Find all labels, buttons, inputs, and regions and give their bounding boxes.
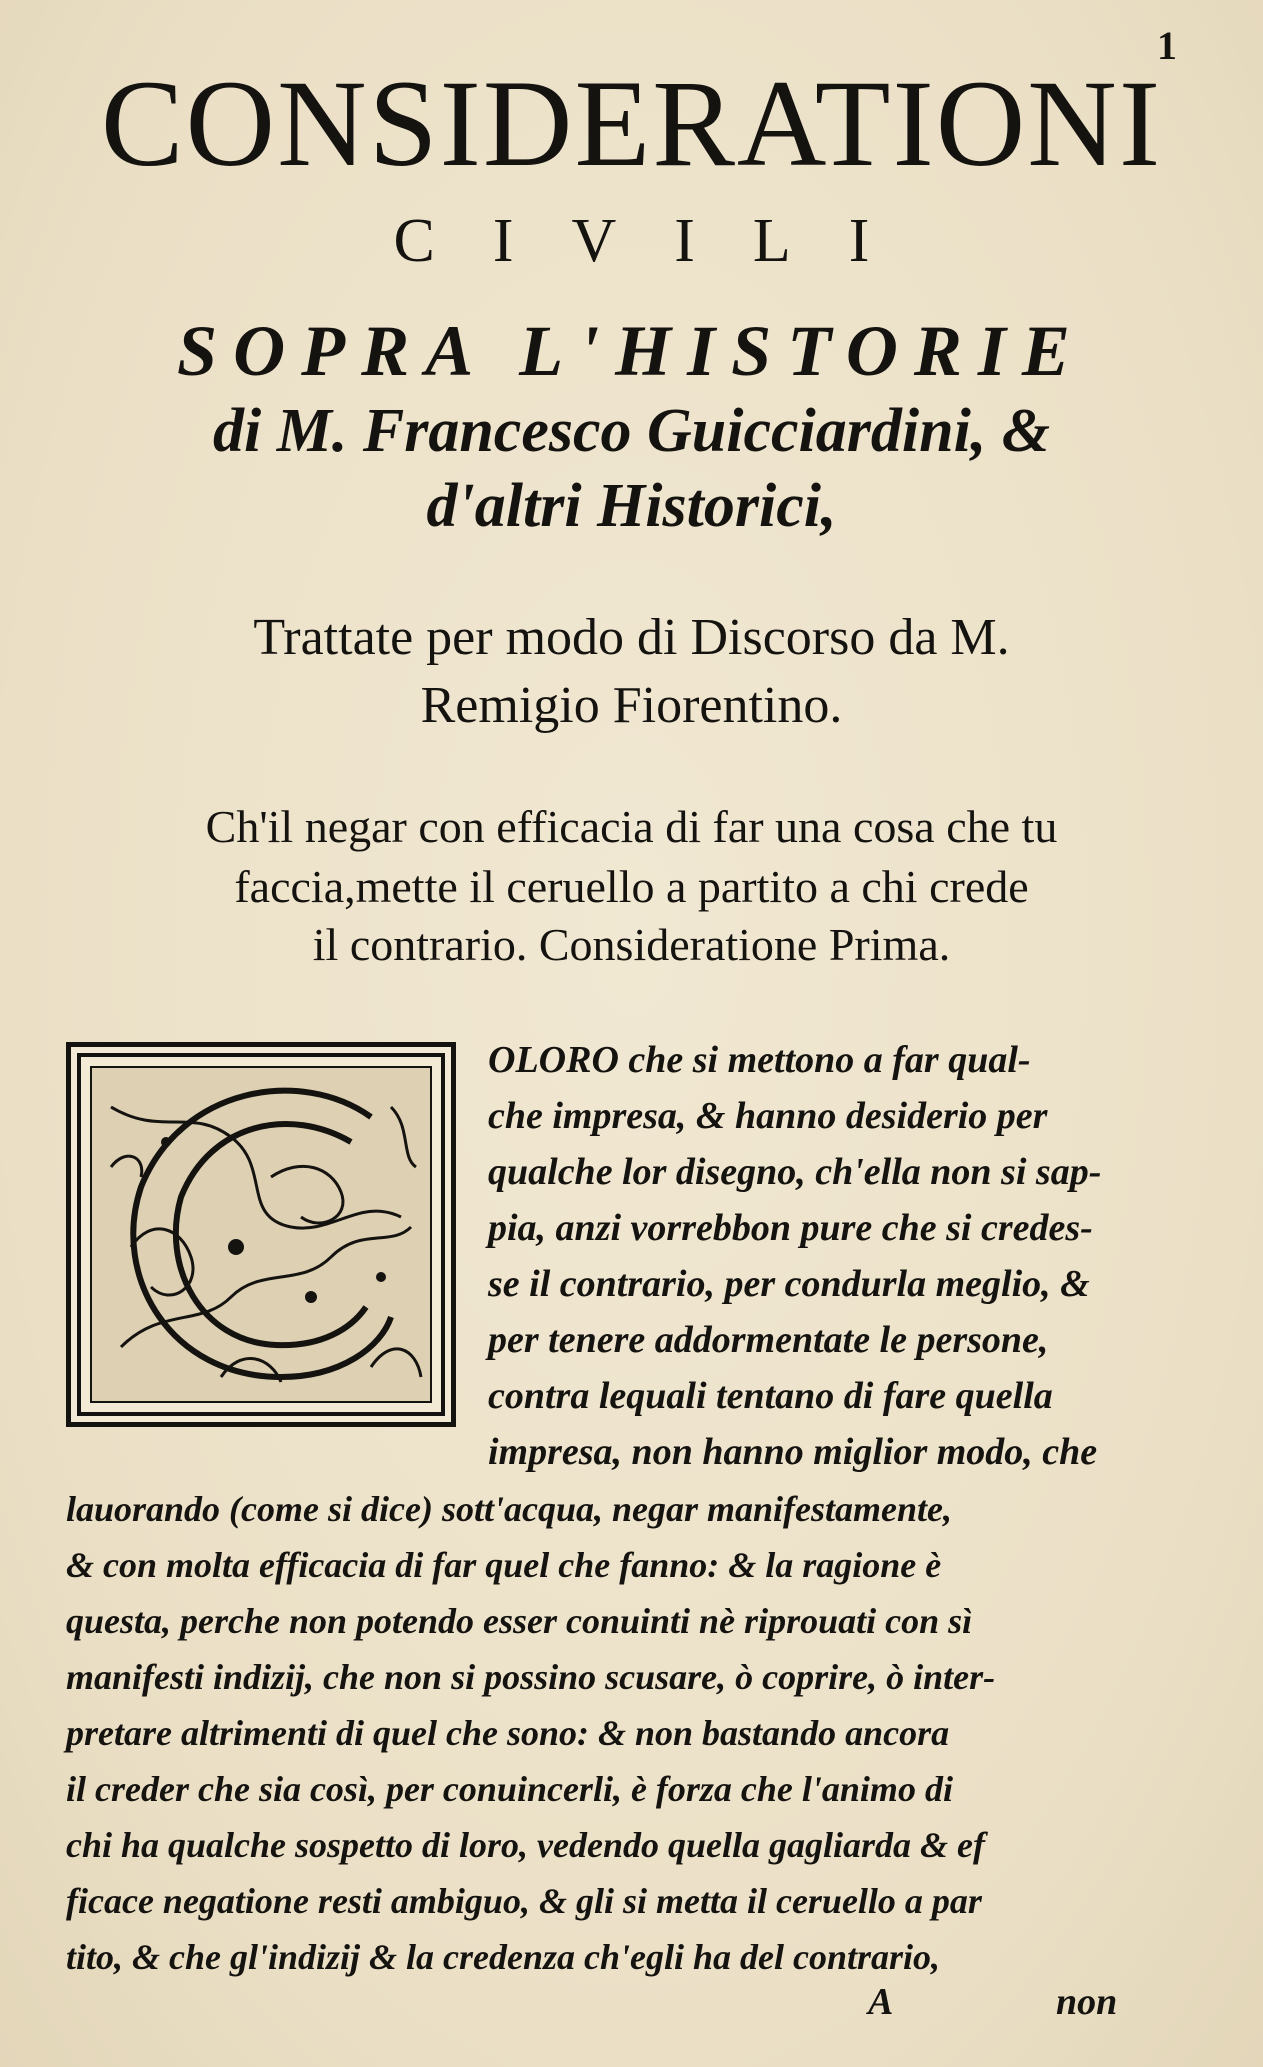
body-line-16: ficace negatione resti ambiguo, & gli si metta il ceruello a par <box>66 1881 982 1921</box>
body-line-8: impresa, non hanno miglior modo, che <box>488 1431 1098 1473</box>
body-line-7: contra lequali tentano di fare quella <box>488 1375 1053 1417</box>
title-line-2: CIVILI <box>393 207 928 275</box>
body-line-2: che impresa, & hanno desiderio per <box>488 1095 1048 1137</box>
body-line-13: pretare altrimenti di quel che sono: & non bastando ancora <box>66 1713 950 1753</box>
subtitle-line-1: Trattate per modo di Discorso da M. <box>253 609 1010 666</box>
body-line-17: tito, & che gl'indizij & la credenza ch'egli ha del contrario, <box>66 1937 941 1977</box>
chapter-heading-line-1: Ch'il negar con efficacia di far una cosa che tu <box>205 801 1058 852</box>
title-line-4: di M. Francesco Guicciardini, & <box>212 397 1051 465</box>
body-line-15: chi ha qualche sospetto di loro, vedendo quella gagliarda & ef <box>66 1825 985 1865</box>
title-line-1: CONSIDERATIONI <box>100 55 1163 192</box>
body-line-4: pia, anzi vorrebbon pure che si credes- <box>488 1207 1093 1249</box>
body-line-12: manifesti indizij, che non si possino scusare, ò coprire, ò inter- <box>66 1657 996 1697</box>
body-line-5: se il contrario, per condurla meglio, & <box>488 1263 1090 1305</box>
chapter-heading-line-3: il contrario. Consideratione Prima. <box>312 919 951 970</box>
catchword: non <box>1056 1981 1118 2023</box>
body-line-11: questa, perche non potendo esser conuinti nè riprouati con sì <box>66 1601 973 1641</box>
title-line-3: SOPRA L'HISTORIE <box>177 311 1086 391</box>
signature-mark: A <box>868 1981 894 2023</box>
decorated-initial-c-icon <box>66 1042 456 1427</box>
title-line-5: d'altri Historici, <box>426 472 837 540</box>
body-line-1: OLORO che si mettono a far qual- <box>488 1039 1031 1081</box>
subtitle-line-2: Remigio Fiorentino. <box>420 677 843 734</box>
body-line-3: qualche lor disegno, ch'ella non si sap- <box>488 1151 1102 1193</box>
body-line-10: & con molta efficacia di far quel che fanno: & la ragione è <box>66 1545 942 1585</box>
body-line-6: per tenere addormentate le persone, <box>488 1319 1049 1361</box>
chapter-heading-line-2: faccia,mette il ceruello a partito a chi crede <box>234 861 1029 912</box>
body-line-9: lauorando (come si dice) sott'acqua, negar manifestamente, <box>66 1489 952 1529</box>
body-line-14: il creder che sia così, per conuincerli, è forza che l'animo di <box>66 1769 953 1809</box>
page-number: 1 <box>1157 23 1177 68</box>
